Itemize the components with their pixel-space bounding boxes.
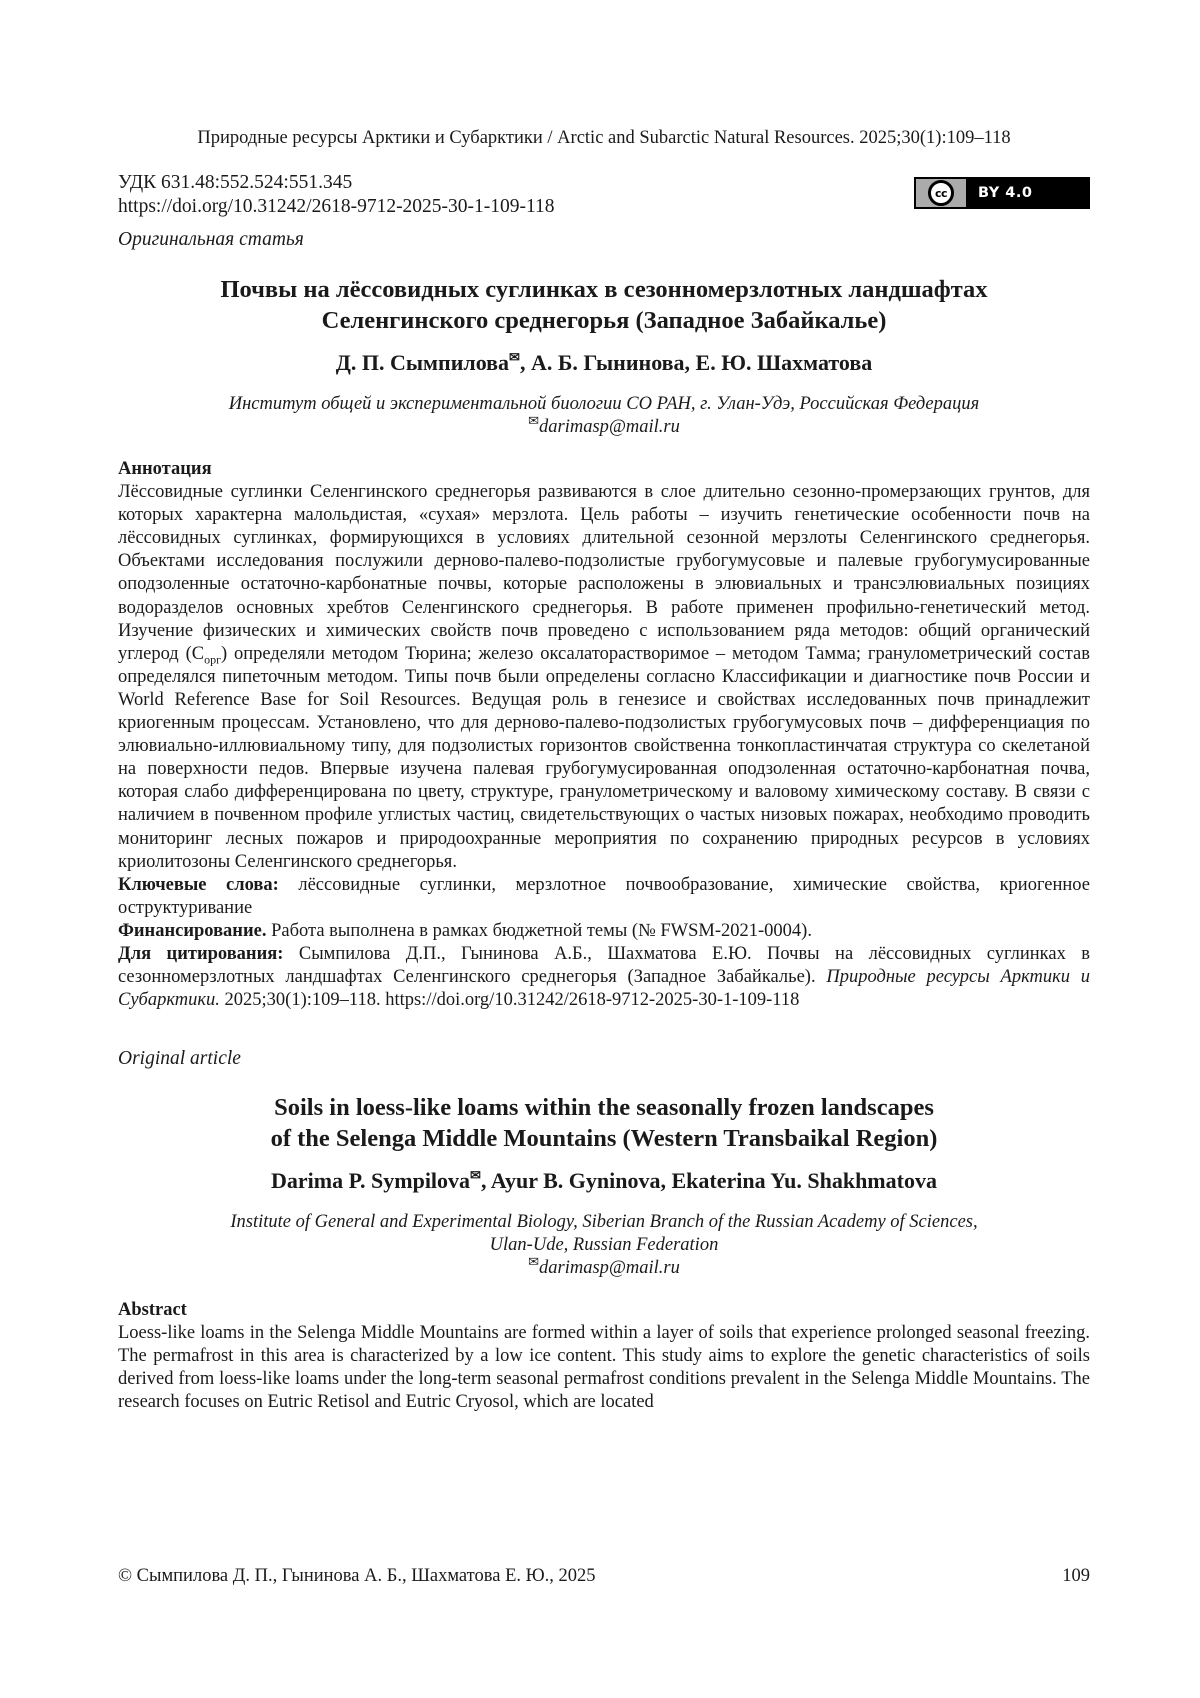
identifiers — [118, 171, 555, 219]
abstract-ru-heading: Аннотация — [118, 459, 212, 479]
abstract-en-heading: Abstract — [118, 1300, 187, 1320]
abstract-ru — [118, 458, 1090, 1012]
funding-ru-text: Работа выполнена в рамках бюджетной темы (№ FWSM-2021-0004). — [266, 920, 812, 941]
affiliation-en-line1: Institute of General and Experimental Biology, Siberian Branch of the Russian Academy of Sciences, — [230, 1212, 978, 1232]
citation-ru-label: Для цитирования: — [118, 943, 284, 964]
abstract-en-body: Loess-like loams in the Selenga Middle Mountains are formed within a layer of soils that experience prolonged seasonal freezing. The permafrost in this area is characterized by a low ice content. This study aims to explore the genetic characteristics of soils derived from loess-like loams under the long-term seasonal permafrost conditions prevalent in the Selenga Middle Mountains. The research focuses on Eutric Retisol and Eutric Cryosol, which are located — [118, 1323, 1090, 1413]
envelope-icon: ✉ — [528, 412, 539, 428]
page-number: 109 — [1062, 1566, 1090, 1586]
title-en — [118, 1092, 1090, 1154]
envelope-icon: ✉ — [509, 349, 520, 365]
affiliation-en-line2: Ulan-Ude, Russian Federation — [489, 1235, 719, 1255]
title-ru — [118, 274, 1090, 336]
abstract-en — [118, 1299, 1090, 1414]
affiliation-ru — [118, 393, 1090, 439]
corresponding-author-en: Darima P. Sympilova — [271, 1168, 471, 1193]
abstract-ru-body — [118, 481, 1090, 874]
keywords-ru-label: Ключевые слова: — [118, 874, 279, 895]
article-kind-ru: Оригинальная статья — [118, 229, 304, 250]
corresponding-author-ru: Д. П. Сымпилова — [335, 350, 510, 375]
footer-copyright: © Сымпилова Д. П., Гынинова А. Б., Шахматова Е. Ю., 2025 — [118, 1566, 596, 1586]
corg-subscript: орг — [204, 652, 221, 667]
coauthors-ru: , А. Б. Гынинова, Е. Ю. Шахматова — [519, 350, 873, 375]
abstract-ru-text-2: ) определяли методом Тюрина; железо оксалаторастворимое – методом Тамма; гранулометрический состав определялся пипеточным методом. Типы почв были определены согласно Классификации и диагностике почв России и World Reference Base for Soil Resources. Ведущая роль в генезисе и свойствах исследованных почв принадлежит криогенным процессам. Установлено, что для дерново-палево-подзолистых грубогумусовых почв – дифференциация по элювиально-иллювиальному типу, для подзолистых горизонтов свойственна тонкопластинчатая структура со скелетаной на поверхности педов. Впервые изучена палевая грубогумусированная оподзоленная остаточно-карбонатная почва, которая слабо дифференцирована по цвету, структуре, гранулометрическому и валовому химическому составу. В связи с наличием в почвенном профиле углистых частиц, свидетельствующих о частых низовых пожарах, необходимо проводить мониторинг лесных пожаров и природоохранные мероприятия по сохранению природных ресурсов в условиях криолитозоны Селенгинского среднегорья. — [118, 643, 1090, 872]
citation-ru-text: Сымпилова Д.П., Гынинова А.Б., Шахматова Е.Ю. Почвы на лёссовидных суглинках в сезонномерзлотных ландшафтах Селенгинского среднегорья (Западное Забайкалье). — [118, 943, 1090, 988]
cc-license-label: BY 4.0 — [978, 185, 1033, 201]
doi-link[interactable]: https://doi.org/10.31242/2618-9712-2025-30-1-109-118 — [118, 196, 555, 217]
title-en-line1: Soils in loess-like loams within the seasonally frozen landscapes — [274, 1094, 934, 1121]
citation-ru-tail: 2025;30(1):109–118. https://doi.org/10.31242/2618-9712-2025-30-1-109-118 — [219, 990, 800, 1011]
email-en[interactable]: darimasp@mail.ru — [539, 1258, 680, 1278]
keywords-ru-text: лёссовидные суглинки, мерзлотное почвообразование, химические свойства, криогенное оструктуривание — [118, 874, 1090, 918]
affiliation-en — [118, 1211, 1090, 1280]
title-en-line2: of the Selenga Middle Mountains (Western Transbaikal Region) — [270, 1125, 938, 1152]
envelope-icon: ✉ — [470, 1167, 481, 1183]
title-ru-line2: Селенгинского среднегорья (Западное Забайкалье) — [321, 307, 887, 334]
envelope-icon: ✉ — [528, 1253, 539, 1269]
paper-page — [118, 0, 1090, 1698]
funding-ru-label: Финансирование. — [118, 920, 267, 941]
running-head: Природные ресурсы Арктики и Субарктики / Arctic and Subarctic Natural Resources. 2025;30(1):109–118 — [197, 128, 1011, 148]
authors-en — [118, 1168, 1090, 1194]
title-ru-line1: Почвы на лёссовидных суглинках в сезонномерзлотных ландшафтах — [220, 276, 988, 303]
article-kind-en: Original article — [118, 1048, 241, 1069]
email-ru[interactable]: darimasp@mail.ru — [539, 417, 680, 437]
authors-ru — [118, 350, 1090, 376]
funding-ru — [118, 920, 1090, 943]
cc-logo — [916, 179, 966, 207]
affiliation-ru-text: Институт общей и экспериментальной биологии СО РАН, г. Улан-Удэ, Российская Федерация — [228, 394, 980, 414]
udk-code: УДК 631.48:552.524:551.345 — [118, 172, 353, 193]
cc-icon: cc — [928, 180, 954, 206]
cc-license-badge[interactable] — [914, 177, 1090, 209]
coauthors-en: , Ayur B. Gyninova, Ekaterina Yu. Shakhmatova — [480, 1168, 937, 1193]
citation-ru — [118, 943, 1090, 1012]
citation-ru-journal: Природные ресурсы Арктики и Субарктики. — [118, 967, 1090, 1011]
abstract-ru-text-1: Лёссовидные суглинки Селенгинского среднегорья развиваются в слое длительно сезонно-промерзающих грунтов, для которых характерна малольдистая, «сухая» мерзлота. Цель работы – изучить генетические особенности почв на лёссовидных суглинках, формирующихся в условиях длительной сезонной мерзлоты Селенгинского среднегорья. Объектами исследования послужили дерново-палево-подзолистые грубогумусовые и палевые грубогумусированные оподзоленные остаточно-карбонатные почвы, которые расположены в элювиальных и трансэлювиальных позициях водоразделов основных хребтов Селенгинского среднегорья. В работе применен профильно-генетический метод. Изучение физических и химических свойств почв проведено с использованием ряда методов: общий органический углерод (C — [118, 482, 1090, 664]
keywords-ru — [118, 874, 1090, 920]
